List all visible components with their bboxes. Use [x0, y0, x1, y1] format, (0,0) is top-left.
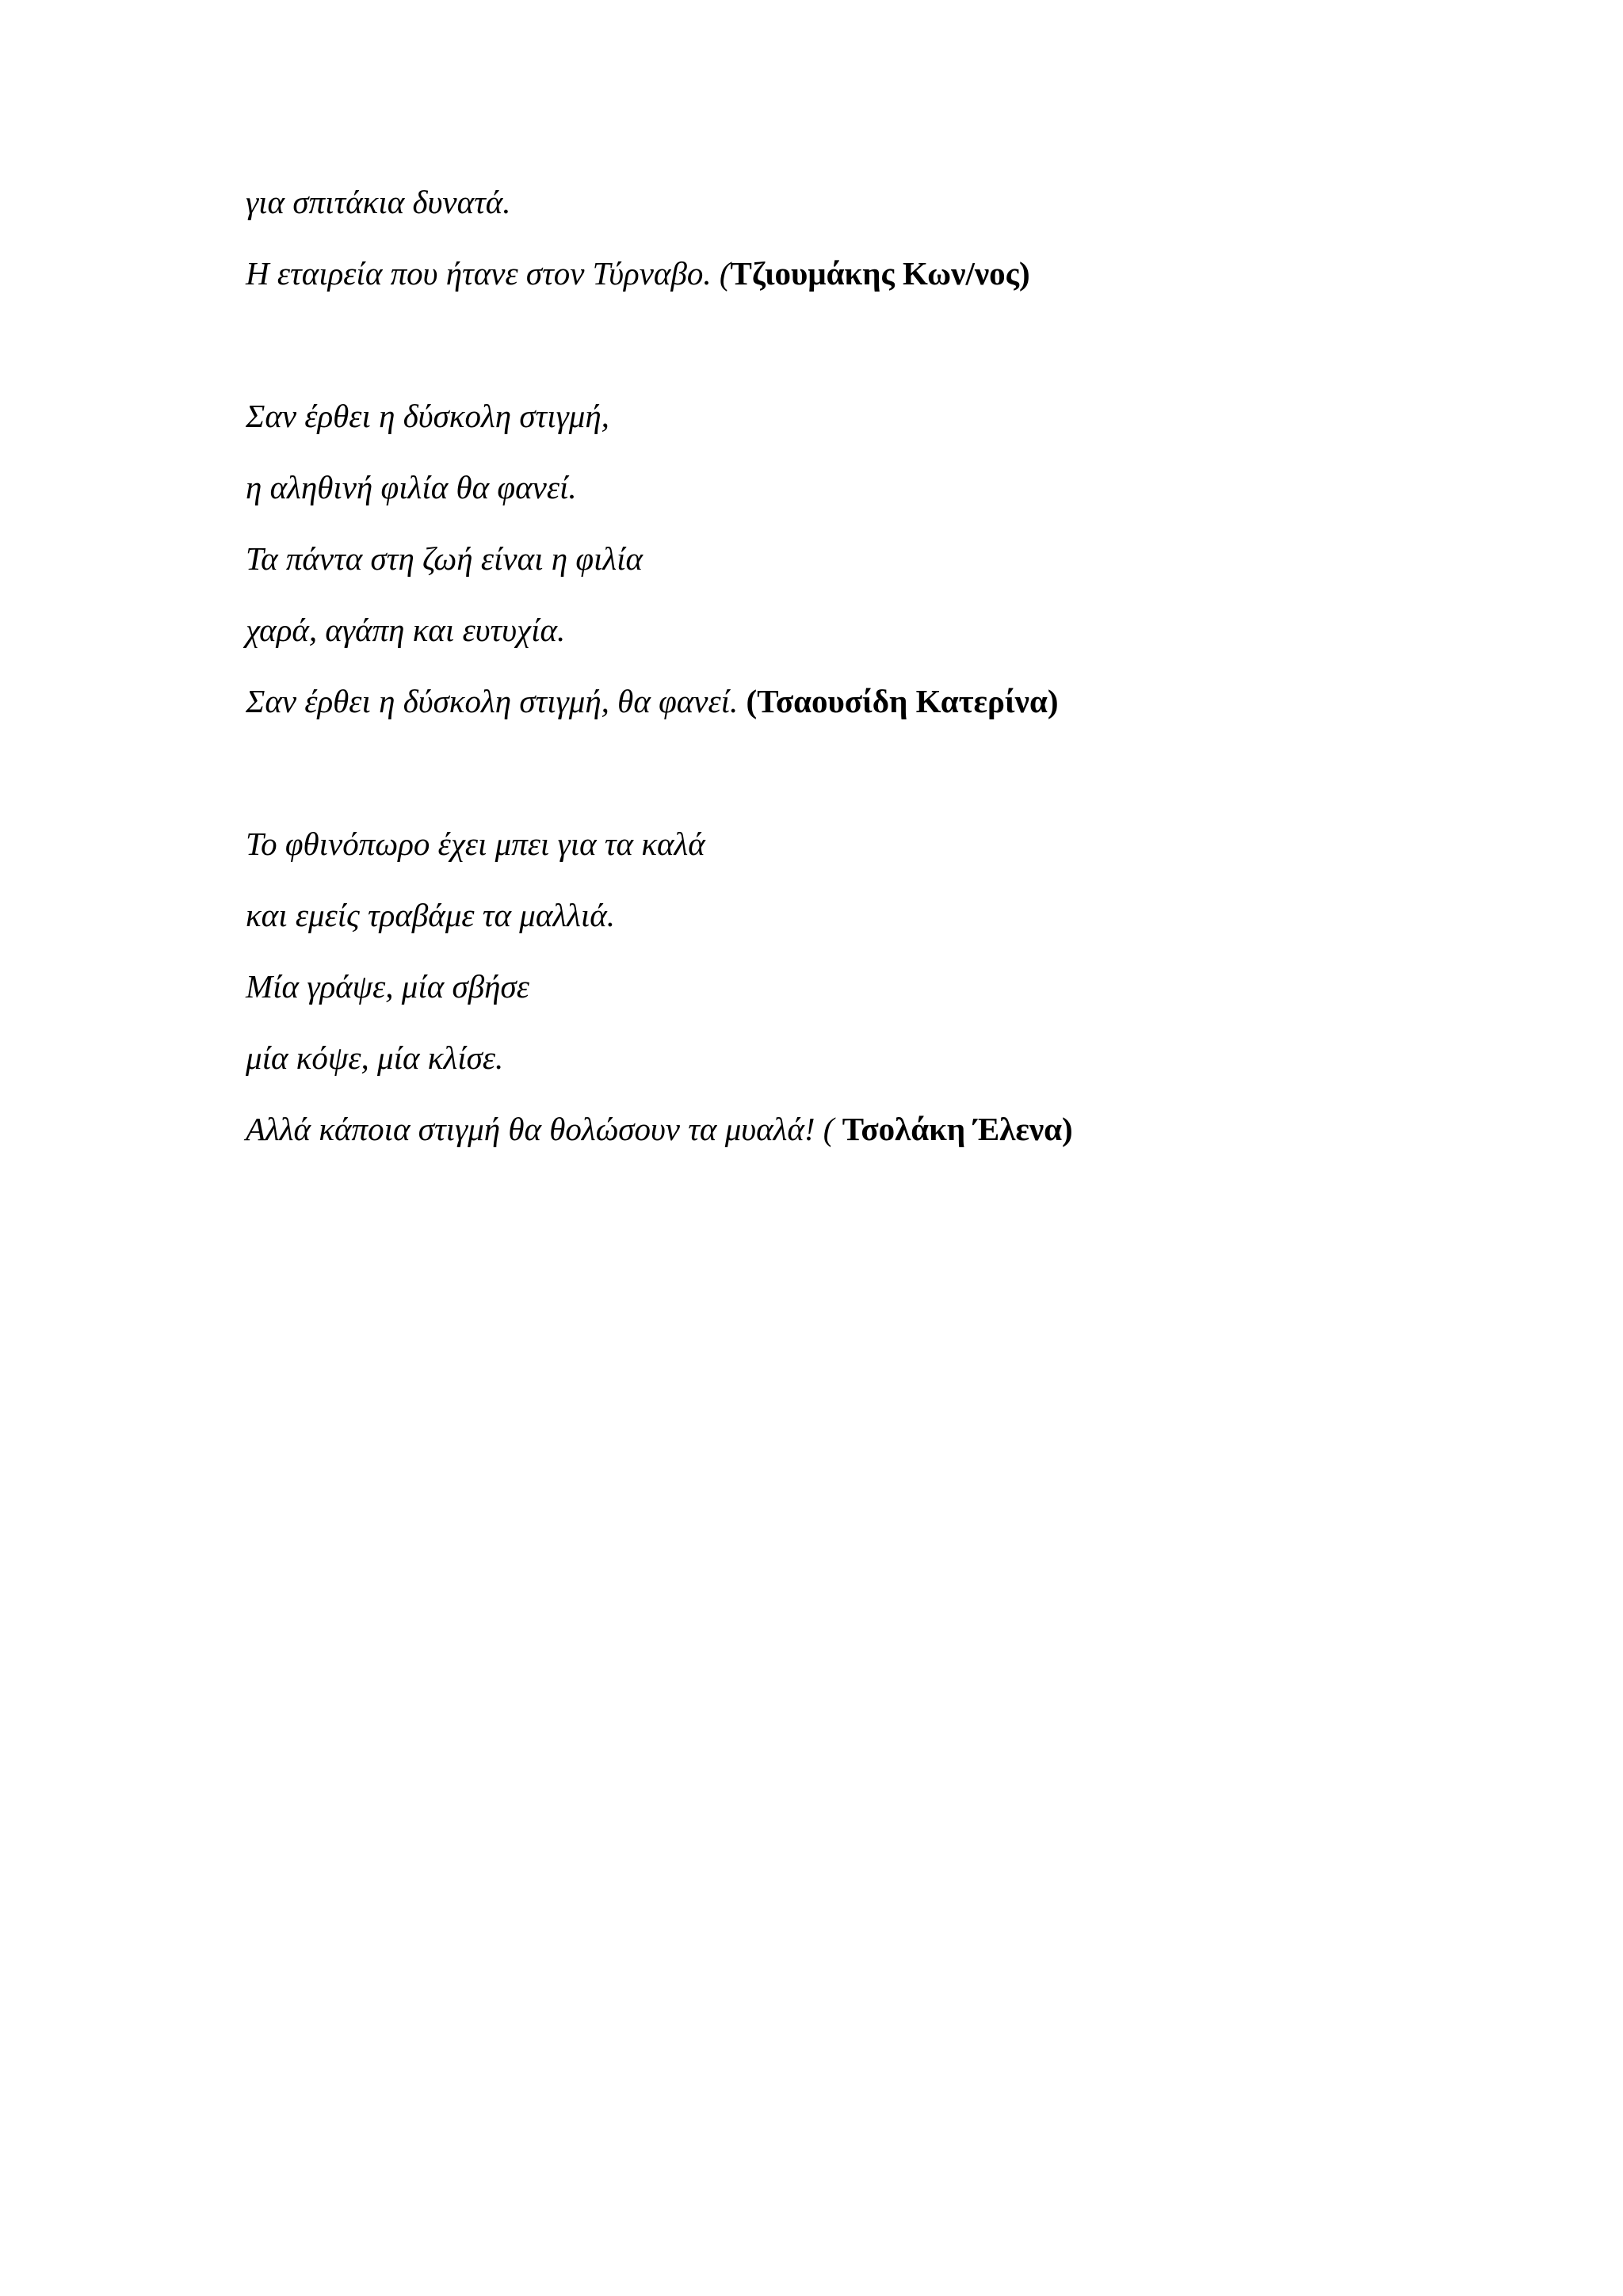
poem-line	[246, 879, 1434, 951]
line-text: Η εταιρεία που ήτανε στον Τύρναβο. (	[246, 255, 731, 292]
line-text: και εμείς τραβάμε τα μαλλιά.	[246, 897, 616, 933]
line-text: Το φθινόπωρο έχει μπει για τα καλά	[246, 826, 705, 862]
line-text: Σαν έρθει η δύσκολη στιγμή,	[246, 398, 609, 434]
stanza-2	[246, 380, 1434, 737]
line-text: Αλλά κάποια στιγμή θα θολώσουν τα μυαλά! (	[246, 1111, 842, 1147]
poem-content	[246, 166, 1434, 1165]
poem-line	[246, 166, 1434, 238]
poem-line	[246, 452, 1434, 523]
line-text: η αληθινή φιλία θα φανεί.	[246, 469, 577, 505]
poem-line	[246, 238, 1434, 309]
stanza-3	[246, 808, 1434, 1165]
line-text: μία κόψε, μία κλίσε.	[246, 1039, 504, 1076]
line-text: χαρά, αγάπη και ευτυχία.	[246, 612, 566, 648]
poem-line	[246, 380, 1434, 452]
line-text: για σπιτάκια δυνατά.	[246, 184, 511, 220]
stanza-1	[246, 166, 1434, 309]
poem-line	[246, 1093, 1434, 1165]
poem-line	[246, 951, 1434, 1022]
line-text: Τα πάντα στη ζωή είναι η φιλία	[246, 540, 643, 577]
poem-line	[246, 808, 1434, 879]
poem-line	[246, 523, 1434, 594]
poem-line	[246, 1022, 1434, 1093]
line-text: Μία γράψε, μία σβήσε	[246, 968, 529, 1005]
author-name: Τζιουμάκης Κων/νος)	[730, 255, 1030, 292]
poem-line	[246, 594, 1434, 666]
author-name: Τσολάκη Έλενα)	[842, 1111, 1073, 1147]
line-text: Σαν έρθει η δύσκολη στιγμή, θα φανεί.	[246, 683, 747, 719]
author-name: (Τσαουσίδη Κατερίνα)	[746, 683, 1059, 719]
poem-line	[246, 666, 1434, 737]
